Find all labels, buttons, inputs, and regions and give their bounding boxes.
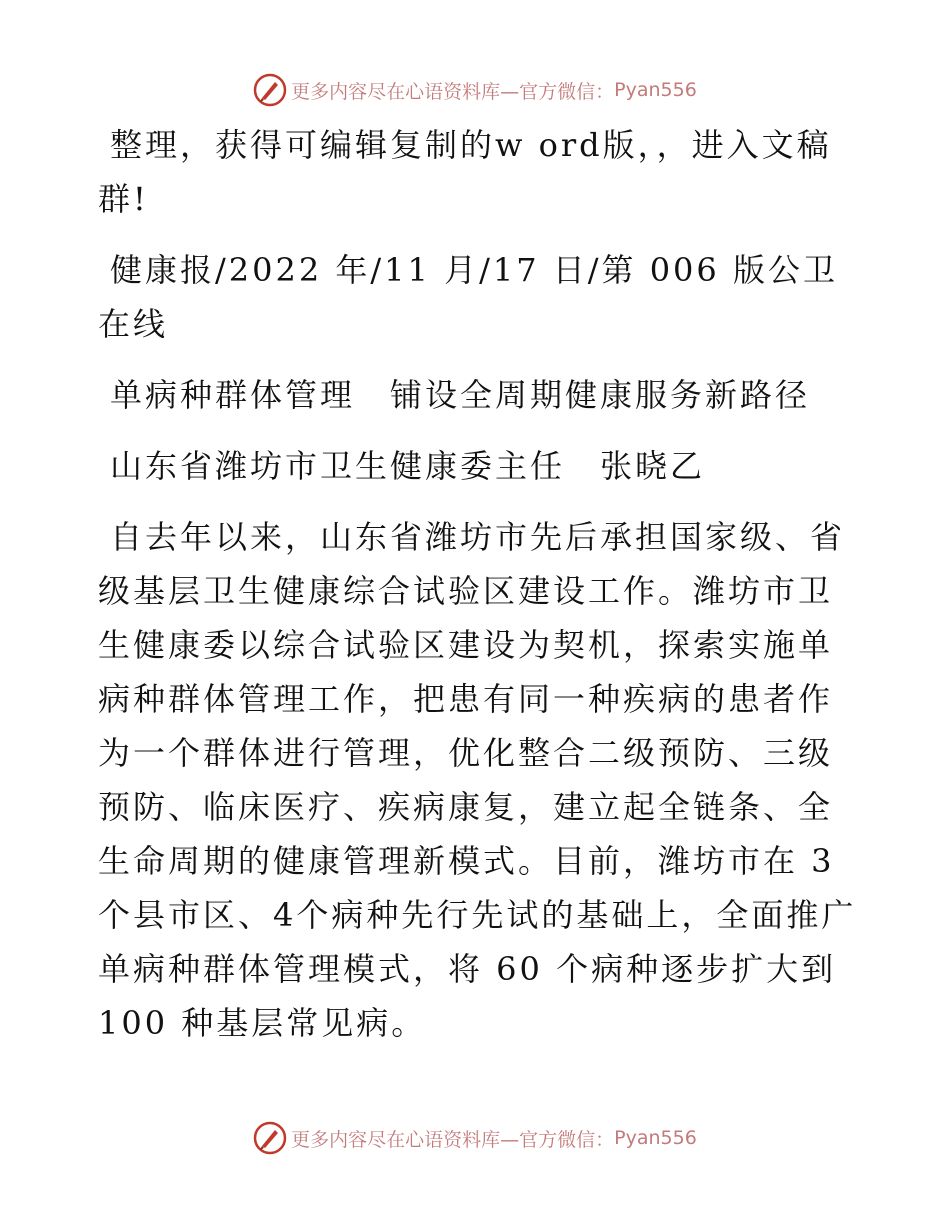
document-content: [98, 118, 858, 1050]
source-line: 健康报/2022 年/11 月/17 日/第 006 版公卫在线: [98, 251, 838, 343]
quill-logo-icon: [253, 1121, 287, 1155]
watermark-account: Pyan556: [614, 79, 697, 101]
body-paragraph: 自去年以来，山东省潍坊市先后承担国家级、省级基层卫生健康综合试验区建设工作。潍坊市卫生健康委以综合试验区建设为契机，探索实施单病种群体管理工作，把患有同一种疾病的患者作为一个群体进行管理，优化整合二级预防、三级预防、临床医疗、疾病康复，建立起全链条、全生命周期的健康管理新模式。目前，潍坊市在 3 个县市区、4个病种先行先试的基础上，全面推广单病种群体管理模式，将 60 个病种逐步扩大到 100 种基层常见病。: [98, 518, 857, 1042]
headline: 单病种群体管理 铺设全周期健康服务新路径: [110, 376, 811, 414]
watermark-banner-top: [0, 70, 950, 110]
watermark-banner-bottom: [0, 1118, 950, 1158]
byline: 山东省潍坊市卫生健康委主任 张晓乙: [110, 447, 706, 485]
watermark-text: 更多内容尽在心语资料库—官方微信：: [291, 80, 615, 103]
watermark-text: 更多内容尽在心语资料库—官方微信：: [291, 1128, 615, 1151]
intro-line: 整理，获得可编辑复制的w ord版，，进入文稿群!: [98, 126, 832, 218]
quill-logo-icon: [253, 73, 287, 107]
watermark-account: Pyan556: [614, 1127, 697, 1149]
